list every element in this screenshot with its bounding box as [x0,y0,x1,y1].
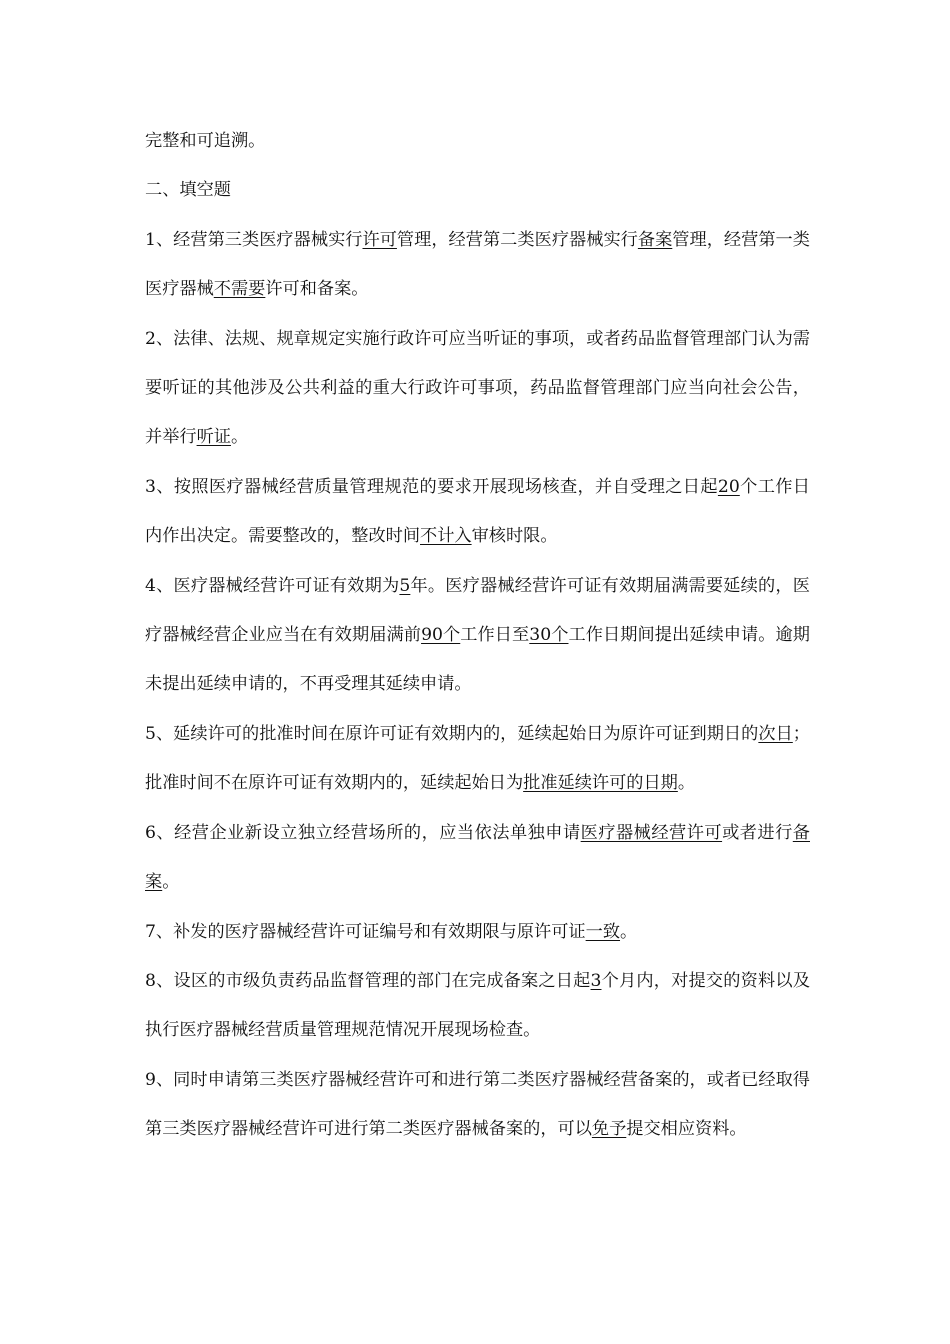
q5-answer-1: 次日 [758,723,793,744]
q4-text-c: 工作日至 [460,625,530,646]
question-4 [145,562,810,710]
q2-answer-1: 听证 [196,427,231,448]
q1-answer-2: 备案 [637,229,673,250]
q3-text-b: 个工作日内作出决定。需要整改的，整改时间 [145,476,810,547]
q5-text-a: 5、延续许可的批准时间在原许可证有效期内的，延续起始日为原许可证到期日的 [145,723,759,744]
q9-text-a: 9、同时申请第三类医疗器械经营许可和进行第二类医疗器械经营备案的，或者已经取得第三类医疗器械经营许可进行第二类医疗器械备案的，可以 [145,1069,810,1140]
q6-text-a: 6、经营企业新设立独立经营场所的，应当依法单独申请 [145,822,581,843]
q6-text-b: 或者进行 [722,822,793,843]
q7-answer-1: 一致 [585,921,621,942]
question-1 [145,216,810,315]
question-7 [145,908,810,957]
q6-answer-1: 医疗器械经营许可 [580,822,723,843]
section-title [145,166,810,215]
section-title-text: 二、填空题 [145,180,231,201]
q6-answer-2: 备案 [145,822,810,893]
q5-text-c: 。 [677,773,696,794]
question-2 [145,315,810,463]
question-3 [145,463,810,562]
question-9 [145,1056,810,1155]
q2-text-a: 2、法律、法规、规章规定实施行政许可应当听证的事项，或者药品监督管理部门认为需要听证的其他涉及公共利益的重大行政许可事项，药品监督管理部门应当向社会公告，并举行 [145,328,810,448]
q3-answer-2: 不计入 [420,526,472,547]
q7-text-a: 7、补发的医疗器械经营许可证编号和有效期限与原许可证 [145,921,586,942]
q1-text-d: 许可和备案。 [265,279,369,300]
q1-answer-3: 不需要 [213,279,266,300]
q5-text-b: ；批准时间不在原许可证有效期内的，延续起始日为 [145,723,810,794]
question-8 [145,957,810,1056]
q8-answer-1: 3 [590,970,602,991]
q4-answer-1: 5 [399,575,411,596]
q8-text-b: 个月内，对提交的资料以及执行医疗器械经营质量管理规范情况开展现场检查。 [145,970,811,1041]
q2-text-b: 。 [230,427,249,448]
q9-text-b: 提交相应资料。 [626,1119,747,1140]
q4-text-b: 年。医疗器械经营许可证有效期届满需要延续的，医疗器械经营企业应当在有效期届满前 [145,575,810,646]
intro-text: 完整和可追溯。 [145,131,266,151]
intro-continuation [145,117,810,166]
question-6 [145,809,810,908]
q9-answer-1: 免予 [591,1119,627,1140]
q4-answer-3: 30个 [529,625,569,646]
q1-answer-1: 许可 [362,229,397,250]
q7-text-b: 。 [620,921,638,942]
q8-text-a: 8、设区的市级负责药品监督管理的部门在完成备案之日起 [145,970,591,991]
q4-answer-2: 90个 [421,625,461,646]
q3-text-c: 审核时限。 [471,526,558,547]
q4-text-a: 4、医疗器械经营许可证有效期为 [145,575,400,596]
question-5 [145,710,810,809]
document-page [145,117,810,1155]
q4-text-d: 工作日期间提出延续申请。逾期未提出延续申请的，不再受理其延续申请。 [145,625,810,695]
q6-text-c: 。 [162,872,180,893]
q5-answer-2: 批准延续许可的日期 [523,773,678,794]
q3-answer-1: 20 [717,476,740,497]
q1-text-a: 1、经营第三类医疗器械实行 [145,229,363,250]
q1-text-c: 管理，经营第一类医疗器械 [145,229,810,300]
q1-text-b: 管理，经营第二类医疗器械实行 [396,229,638,250]
q3-text-a: 3、按照医疗器械经营质量管理规范的要求开展现场核查，并自受理之日起 [145,476,718,497]
